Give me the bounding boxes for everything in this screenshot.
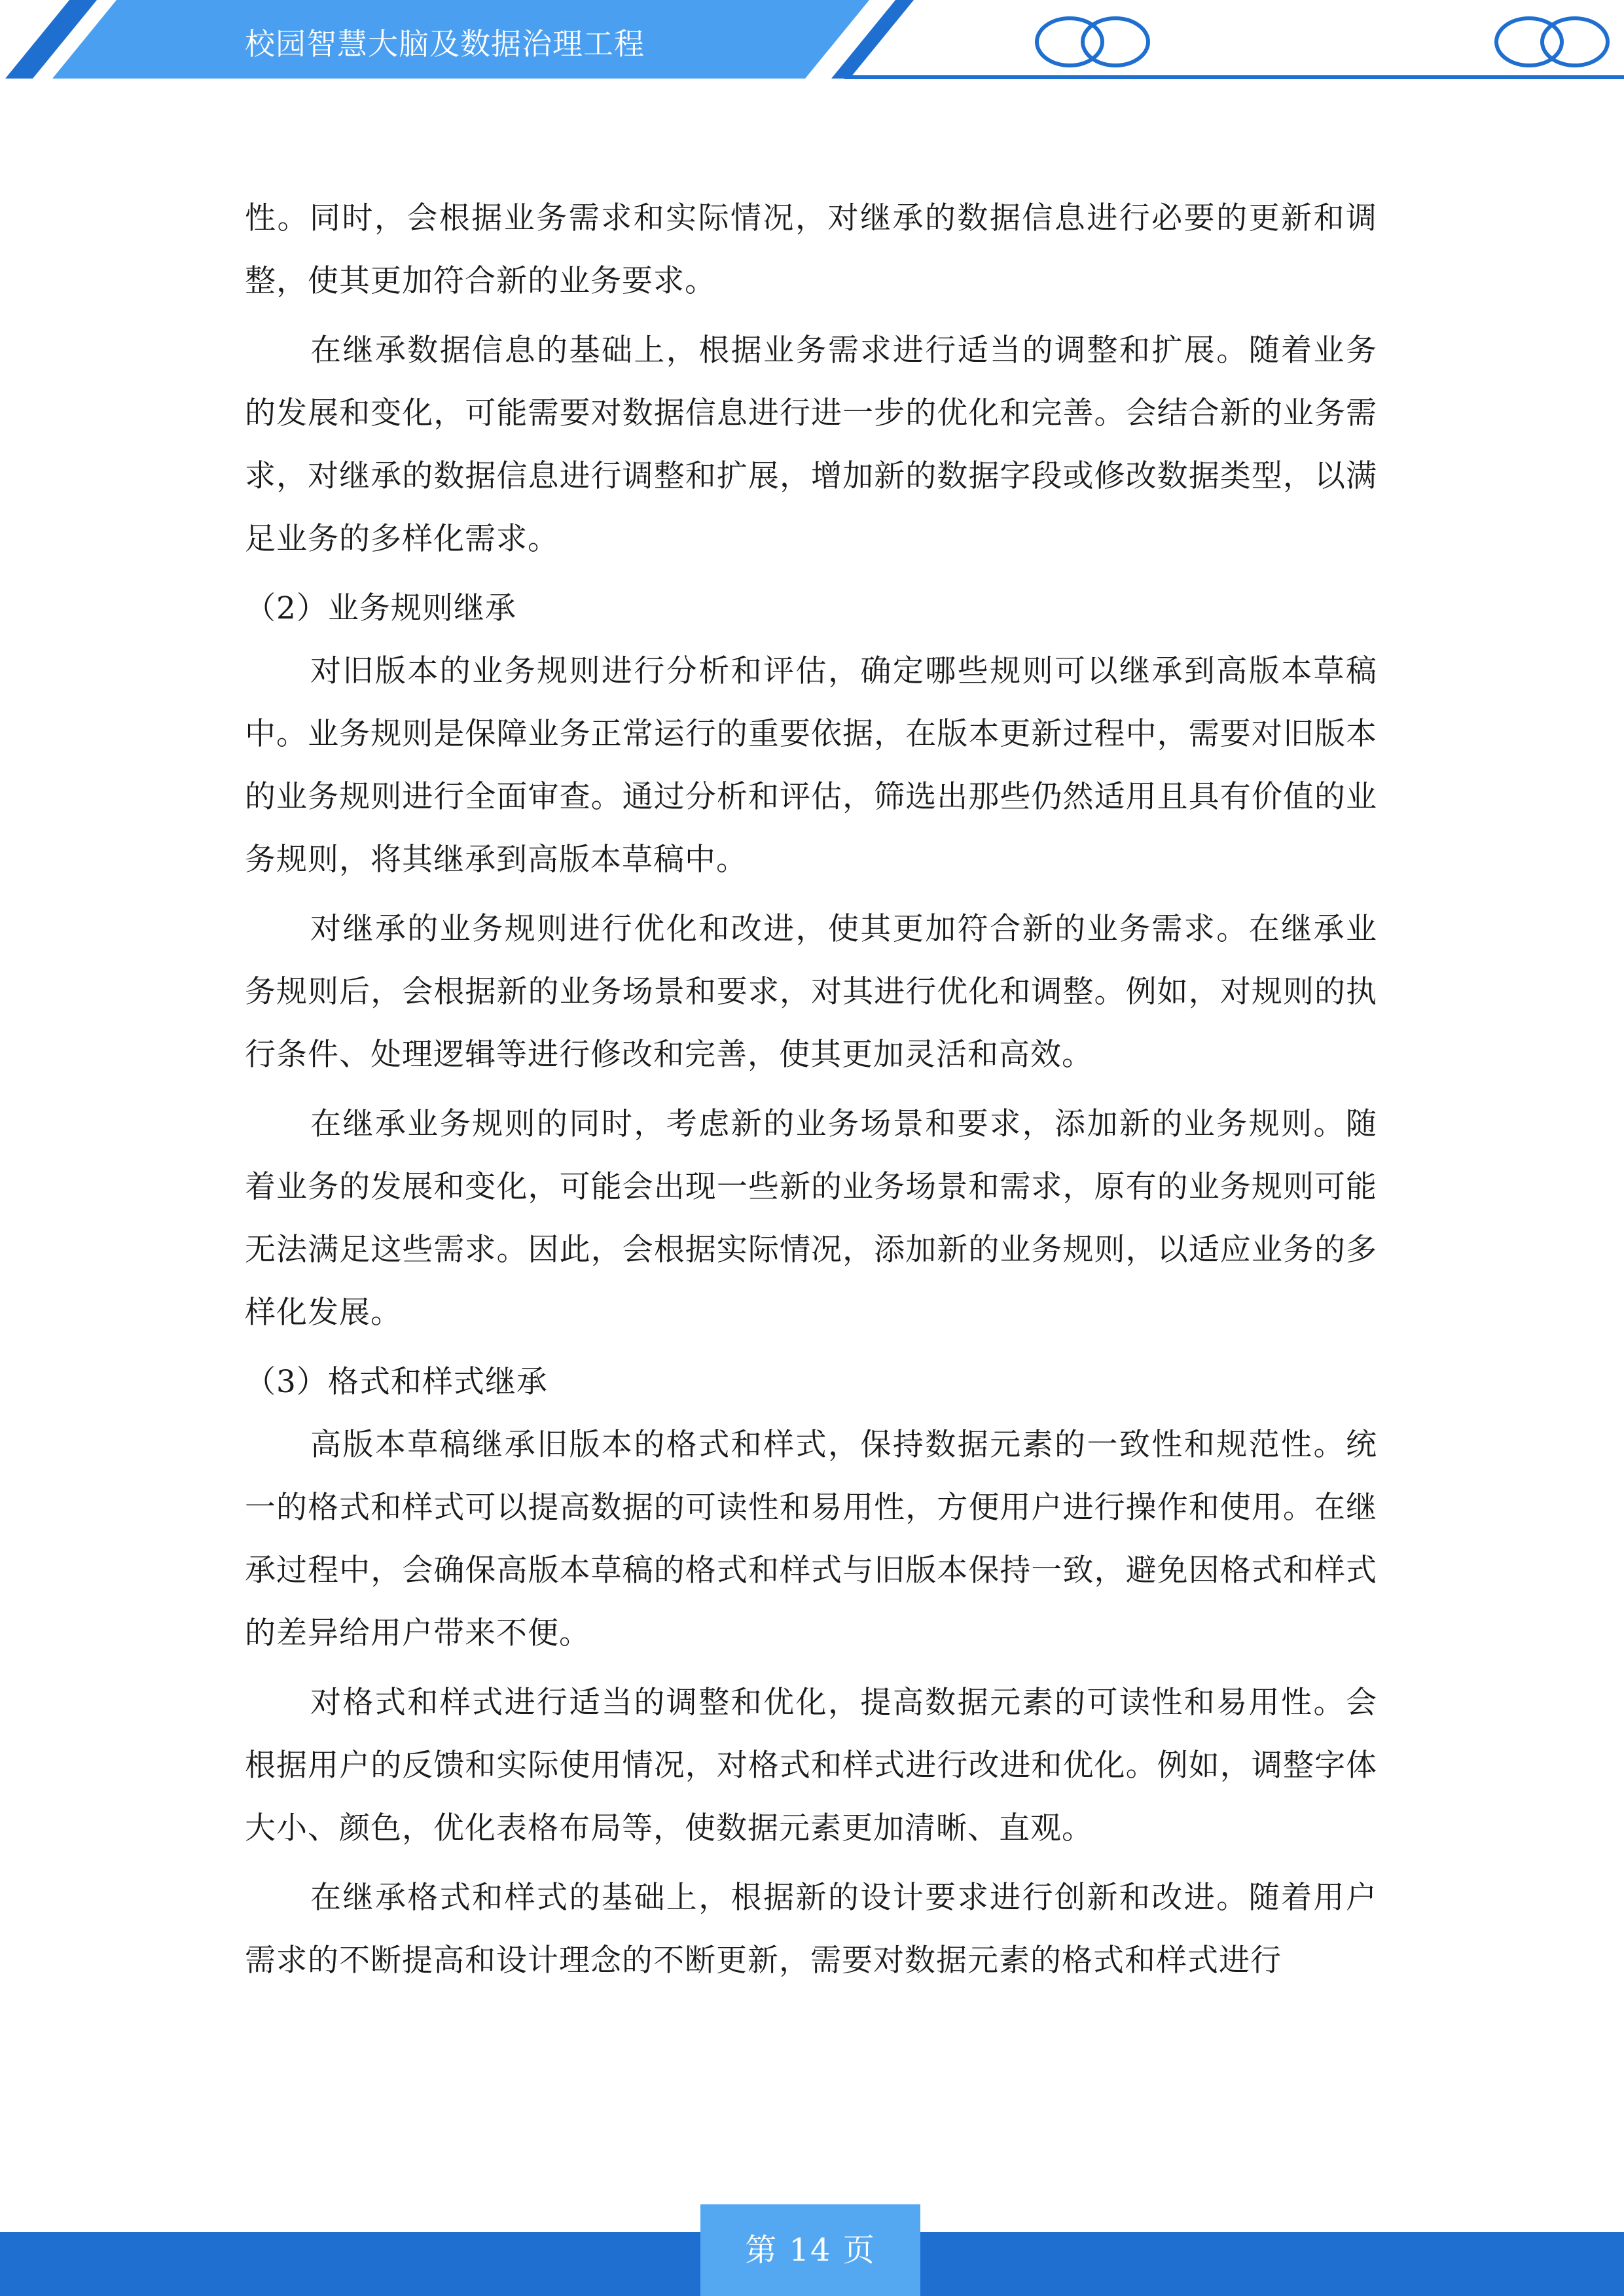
header-rings-icon-right — [1496, 18, 1608, 65]
paragraph-format-inheritance: 高版本草稿继承旧版本的格式和样式，保持数据元素的一致性和规范性。统一的格式和样式可以提高数据的可读性和易用性，方便用户进行操作和使用。在继承过程中，会确保高版本草稿的格式和样式与旧版本保持一致，避免因格式和样式的差异给用户带来不便。 — [245, 1427, 1377, 1651]
header-banner — [0, 0, 1624, 92]
header-rings-icon — [1037, 18, 1148, 65]
section-heading-format-style: （3）格式和样式继承 — [245, 1364, 548, 1400]
paragraph-data-extension: 在继承数据信息的基础上，根据业务需求进行适当的调整和扩展。随着业务的发展和变化，可能需要对数据信息进行进一步的优化和完善。会结合新的业务需求，对继承的数据信息进行调整和扩展，增加新的数据字段或修改数据类型，以满足业务的多样化需求。 — [245, 332, 1377, 557]
paragraph-rules-analysis: 对旧版本的业务规则进行分析和评估，确定哪些规则可以继承到高版本草稿中。业务规则是保障业务正常运行的重要依据，在版本更新过程中，需要对旧版本的业务规则进行全面审查。通过分析和评估，筛选出那些仍然适用且具有价值的业务规则，将其继承到高版本草稿中。 — [245, 653, 1377, 878]
paragraph-format-optimization: 对格式和样式进行适当的调整和优化，提高数据元素的可读性和易用性。会根据用户的反馈和实际使用情况，对格式和样式进行改进和优化。例如，调整字体大小、颜色，优化表格布局等，使数据元素更加清晰、直观。 — [245, 1685, 1377, 1846]
section-heading-business-rules: （2）业务规则继承 — [245, 590, 516, 626]
header-title: 校园智慧大脑及数据治理工程 — [245, 26, 645, 62]
paragraph-rules-optimization: 对继承的业务规则进行优化和改进，使其更加符合新的业务需求。在继承业务规则后，会根据新的业务场景和要求，对其进行优化和调整。例如，对规则的执行条件、处理逻辑等进行修改和完善，使其更加灵活和高效。 — [245, 911, 1377, 1073]
document-body — [245, 187, 1377, 1999]
page-number: 第 14 页 — [745, 2232, 876, 2269]
paragraph-format-innovation: 在继承格式和样式的基础上，根据新的设计要求进行创新和改进。随着用户需求的不断提高和设计理念的不断更新，需要对数据元素的格式和样式进行 — [245, 1880, 1377, 1979]
paragraph-rules-addition: 在继承业务规则的同时，考虑新的业务场景和要求，添加新的业务规则。随着业务的发展和变化，可能会出现一些新的业务场景和需求，原有的业务规则可能无法满足这些需求。因此，会根据实际情况，添加新的业务规则，以适应业务的多样化发展。 — [245, 1106, 1377, 1331]
paragraph-continuation: 性。同时，会根据业务需求和实际情况，对继承的数据信息进行必要的更新和调整，使其更加符合新的业务要求。 — [245, 200, 1377, 299]
